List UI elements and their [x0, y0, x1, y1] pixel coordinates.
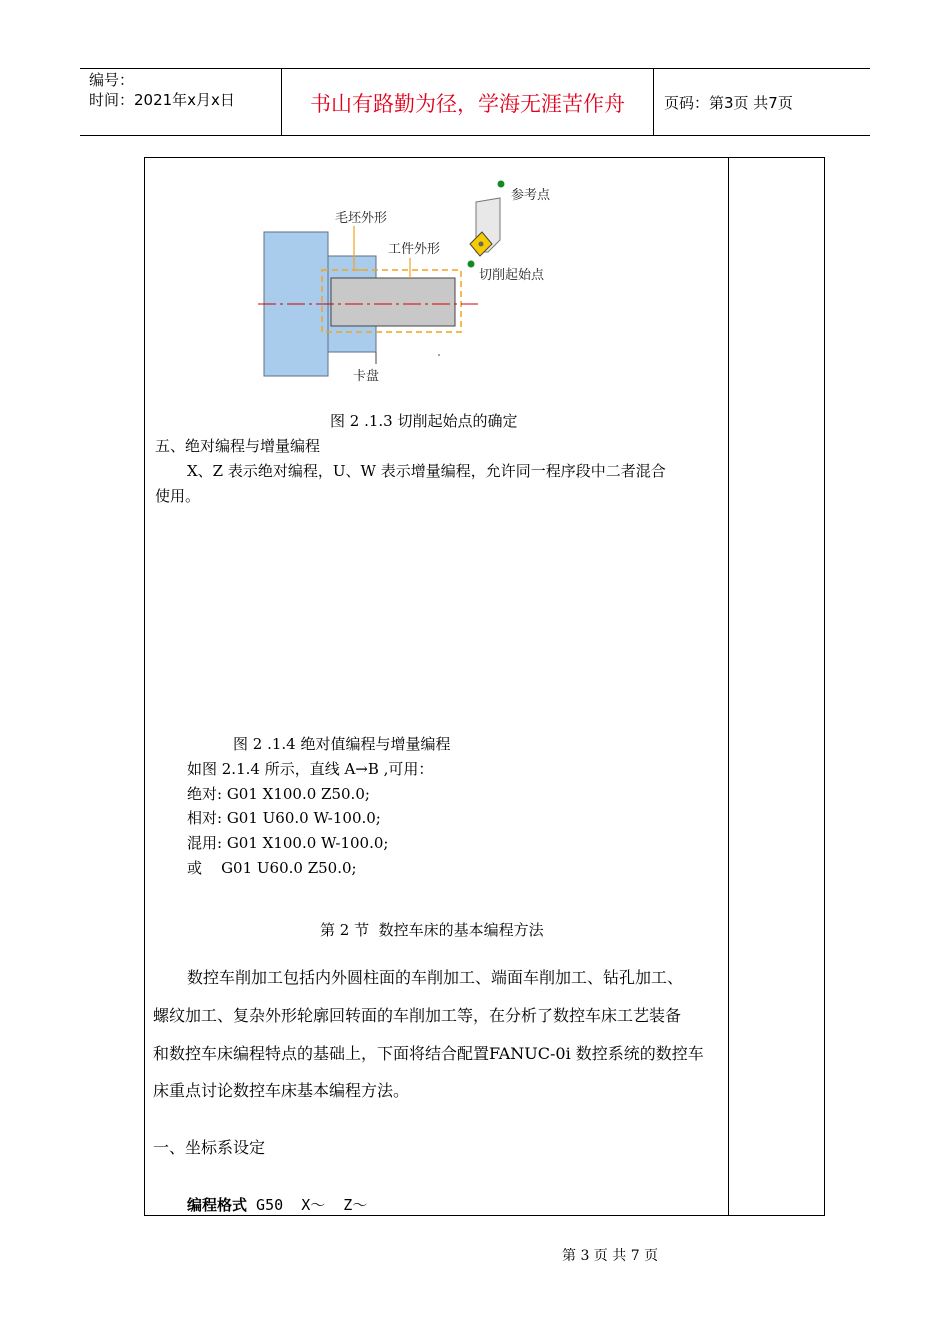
table-left-border	[144, 157, 145, 1216]
section5-para-line1: X、Z 表示绝对编程，U、W 表示增量编程，允许同一程序段中二者混合	[187, 462, 666, 480]
body-para-line1: 数控车削加工包括内外圆柱面的车削加工、端面车削加工、钻孔加工、	[187, 968, 684, 987]
stray-dot	[438, 354, 440, 356]
code-line-alternative: 或 G01 U60.0 Z50.0;	[187, 859, 357, 877]
workpiece	[331, 278, 455, 326]
programming-format-line	[187, 1195, 367, 1215]
format-label: 编程格式	[187, 1196, 248, 1214]
header-number-label: 编号：	[89, 71, 135, 89]
header-top-rule	[80, 68, 870, 69]
header-bottom-rule	[80, 135, 870, 136]
figure-214-intro: 如图 2.1.4 所示，直线 A→B ,可用：	[187, 760, 434, 778]
code-line-absolute: 绝对: G01 X100.0 Z50.0;	[187, 785, 370, 803]
section5-para-line2: 使用。	[155, 487, 201, 505]
header-time-label: 时间：2021年x月x日	[89, 91, 235, 109]
table-right-border	[824, 157, 825, 1216]
code-line-relative: 相对: G01 U60.0 W-100.0;	[187, 809, 381, 827]
code-line-mixed: 混用: G01 X100.0 W-100.0;	[187, 834, 389, 852]
subsection-heading: 一、坐标系设定	[153, 1138, 266, 1157]
workpiece-shape-label: 工件外形	[388, 242, 441, 257]
header-motto: 书山有路勤为径，学海无涯苦作舟	[310, 92, 625, 116]
chuck-label: 卡盘	[353, 369, 380, 384]
body-para-line4: 床重点讨论数控车床基本编程方法。	[153, 1081, 410, 1100]
insert-screw-icon	[479, 242, 484, 247]
reference-point-marker	[498, 181, 505, 188]
cutting-start-point-diagram	[230, 158, 590, 390]
table-column-divider	[728, 157, 729, 1216]
figure-213-caption: 图 2 .1.3 切削起始点的确定	[330, 412, 518, 430]
section-title: 第 2 节 数控车床的基本编程方法	[320, 921, 544, 939]
cut-start-point-label: 切削起始点	[479, 268, 545, 283]
body-para-line2: 螺纹加工、复杂外形轮廓回转面的车削加工等，在分析了数控车床工艺装备	[153, 1006, 682, 1025]
section5-heading: 五、绝对编程与增量编程	[155, 437, 321, 455]
blank-shape-label: 毛坯外形	[335, 211, 388, 226]
figure-214-caption: 图 2 .1.4 绝对值编程与增量编程	[233, 735, 451, 753]
table-bottom-border	[144, 1215, 825, 1216]
body-para-line3: 和数控车床编程特点的基础上，下面将结合配置FANUC-0i 数控系统的数控车	[153, 1044, 704, 1063]
page-footer: 第 3 页 共 7 页	[562, 1248, 659, 1264]
header-page-info: 页码：第3页 共7页	[664, 94, 793, 112]
format-value: G50 X～ Z～	[247, 1196, 368, 1214]
reference-point-label: 参考点	[511, 188, 551, 203]
cut-start-point-marker	[468, 261, 475, 268]
